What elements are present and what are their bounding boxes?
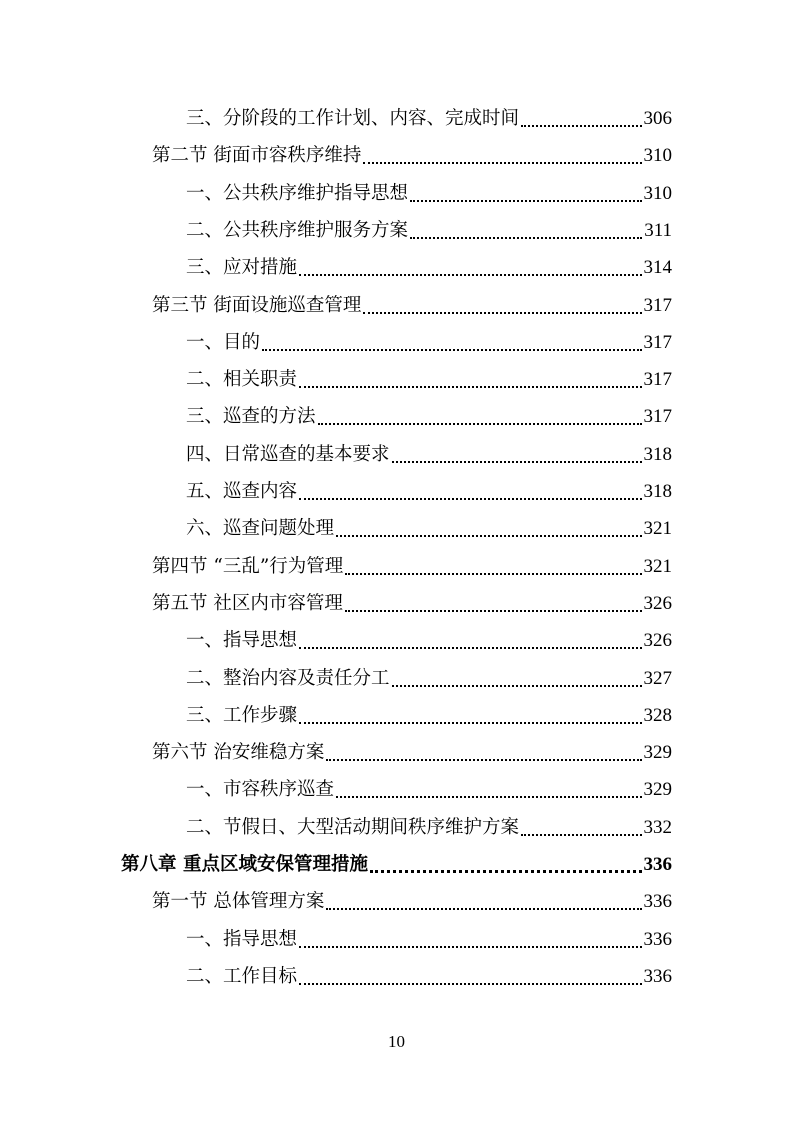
toc-entry-page: 336 [643,928,672,950]
toc-entry-page: 332 [643,816,672,838]
dot-leader [299,274,641,276]
toc-entry-item[interactable] [186,921,672,958]
toc-entry-section[interactable] [152,883,672,920]
toc-entry-label: 第一节 总体管理方案 [152,891,325,913]
toc-entry-page: 321 [643,518,672,540]
toc-entry-page: 336 [643,854,672,875]
toc-entry-label: 二、工作目标 [186,965,298,987]
toc-entry-item[interactable] [186,324,672,361]
toc-entry-label: 第八章 重点区域安保管理措施 [121,854,368,875]
dot-leader [326,759,641,761]
toc-entry-page: 326 [643,592,672,614]
toc-entry-page: 317 [643,331,672,353]
toc-entry-label: 二、节假日、大型活动期间秩序维护方案 [186,816,520,838]
toc-entry-label: 五、巡查内容 [186,481,298,502]
toc-entry-label: 三、工作步骤 [186,704,298,726]
dot-leader [345,610,642,612]
toc-entry-label: 第三节 街面设施巡查管理 [152,294,362,316]
toc-entry-section[interactable] [152,548,672,585]
toc-entry-item[interactable] [186,660,672,697]
page-number: 10 [388,1032,405,1051]
toc-entry-page: 317 [643,406,672,428]
toc-entry-item[interactable] [186,361,672,398]
dot-leader [326,908,641,910]
toc-entry-item[interactable] [186,398,672,435]
dot-leader [410,237,642,239]
toc-entry-label: 一、市容秩序巡查 [186,779,335,801]
toc-entry-label: 六、巡查问题处理 [186,518,335,540]
toc-entry-page: 310 [643,145,672,167]
toc-entry-chapter[interactable] [121,846,672,883]
dot-leader [521,125,641,127]
toc-entry-page: 306 [643,108,672,129]
toc-entry-label: 二、公共秩序维护服务方案 [186,219,409,241]
dot-leader [262,349,641,351]
dot-leader [370,870,642,873]
toc-entry-section[interactable] [152,137,672,174]
toc-entry-label: 一、目的 [186,331,261,353]
toc-entry-item[interactable] [186,175,672,212]
toc-entry-label: 三、应对措施 [186,257,298,279]
toc-entry-page: 318 [643,443,672,465]
toc-entry-item[interactable] [186,771,672,808]
toc-entry-label: 二、整治内容及责任分工 [186,667,390,689]
dot-leader [336,796,641,798]
toc-entry-page: 336 [643,891,672,913]
dot-leader [299,647,641,649]
toc-entry-item[interactable] [186,436,672,473]
dot-leader [410,200,641,202]
toc-entry-page: 314 [643,257,672,279]
toc-entry-label: 一、公共秩序维护指导思想 [186,182,409,204]
toc-entry-page: 317 [643,369,672,391]
dot-leader [299,386,641,388]
dot-leader [299,498,641,500]
toc-entry-section[interactable] [152,287,672,324]
toc-entry-label: 一、指导思想 [186,928,298,950]
toc-entry-section[interactable] [152,734,672,771]
toc-entry-page: 326 [643,630,672,652]
toc-entry-page: 327 [643,667,672,689]
toc-entry-label: 三、分阶段的工作计划、内容、完成时间 [186,108,520,129]
dot-leader [392,685,642,687]
dot-leader [299,946,641,948]
dot-leader [363,312,641,314]
toc-entry-page: 328 [643,704,672,726]
toc-entry-page: 329 [643,779,672,801]
toc-entry-item[interactable] [186,212,672,249]
toc-entry-item[interactable] [186,249,672,286]
toc-entry-label: 二、相关职责 [186,369,298,391]
toc-entry-page: 318 [643,481,672,502]
toc-entry-label: 第六节 治安维稳方案 [152,742,325,764]
toc-entry-item[interactable] [186,622,672,659]
toc-entry-item[interactable] [186,809,672,846]
dot-leader [299,983,641,985]
toc-entry-label: 四、日常巡查的基本要求 [186,443,390,465]
toc-entry-page: 310 [643,182,672,204]
toc-entry-item[interactable] [186,510,672,547]
toc-entry-page: 311 [644,219,672,241]
toc-entry-label: 第二节 街面市容秩序维持 [152,145,362,167]
toc-entry-item[interactable] [186,697,672,734]
toc-entry-label: 一、指导思想 [186,630,298,652]
dot-leader [521,834,641,836]
dot-leader [299,722,641,724]
toc-entry-page: 329 [643,742,672,764]
dot-leader [392,461,642,463]
toc-entry-item[interactable] [186,473,672,510]
toc-entry-label: 第四节 “三乱”行为管理 [152,555,344,577]
toc-entry-item[interactable] [186,958,672,995]
toc-entry-page: 317 [643,294,672,316]
toc-entry-label: 第五节 社区内市容管理 [152,592,343,614]
dot-leader [318,423,642,425]
toc-entry-label: 三、巡查的方法 [186,406,316,428]
dot-leader [363,162,641,164]
toc-entry-item[interactable] [186,100,672,137]
toc-entry-page: 321 [643,555,672,577]
toc-entry-section[interactable] [152,585,672,622]
toc-entry-page: 336 [643,965,672,987]
dot-leader [336,535,641,537]
dot-leader [345,573,641,575]
